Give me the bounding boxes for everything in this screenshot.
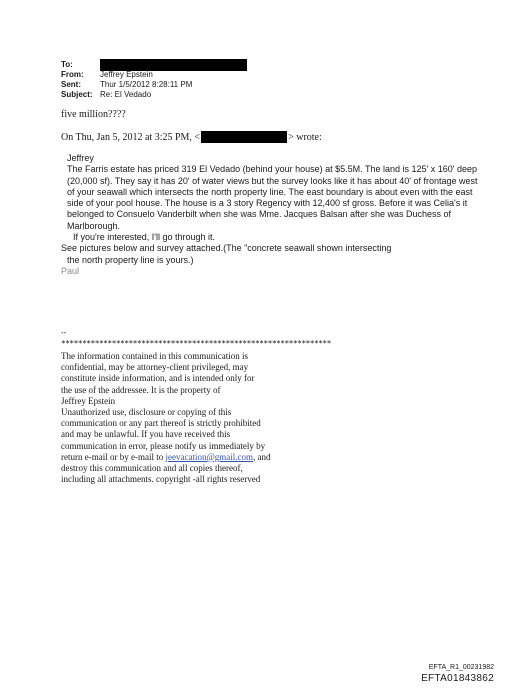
sent-value: Thur 1/5/2012 8:28:11 PM	[100, 80, 193, 89]
disclaimer-line: The information contained in this communication is	[61, 351, 248, 361]
document-id: EFTA_R1_00231982	[428, 664, 494, 671]
bates-number: EFTA01843862	[421, 673, 494, 684]
quote-intro-suffix: > wrote:	[288, 131, 322, 143]
separator-dashes: --	[61, 328, 67, 337]
disclaimer-line: Unauthorized use, disclosure or copying of this	[61, 407, 232, 418]
from-row	[61, 70, 247, 80]
disclaimer-line: Jeffrey Epstein	[61, 395, 116, 406]
email-header	[61, 60, 247, 100]
subject-label: Subject:	[61, 90, 93, 99]
reply-text: five million????	[61, 109, 126, 120]
disclaimer-line: constitute inside information, and is intended only for	[61, 373, 255, 384]
from-label: From:	[61, 70, 84, 79]
subject-value: Re: El Vedado	[100, 90, 152, 99]
quoted-see-line-2: the north property line is yours.)	[67, 254, 194, 265]
disclaimer-line: confidential, may be attorney-client privileged, may	[61, 362, 249, 373]
quoted-interested: If you're interested, I'll go through it.	[73, 232, 216, 243]
disclaimer-line: destroy this communication and all copies thereof,	[61, 463, 243, 474]
quoted-signature: Paul	[61, 265, 80, 276]
from-value: Jeffrey Epstein	[100, 70, 153, 79]
quoted-paragraph: The Farris estate has priced 319 El Vedado (behind your house) at $5.5M. The land is 125' x 160' deep (20,000 sf). They say it has 20' of water views but the survey looks like it has about 40' of frontage west of your seawall which intersects the north property line. The east boundary is about even with the east side of your pool house. The house is a 3 story Regency with 12,400 sf gross. Before it was Celia's it belonged to Consuelo Vanderbilt when she was Mme. Jacques Balsan after she was Duchess of Marlborough.	[67, 164, 478, 231]
quote-intro	[61, 131, 322, 143]
email-line-suffix: , and	[252, 451, 271, 462]
disclaimer-line: communication or any part thereof is strictly prohibited	[61, 418, 261, 429]
disclaimer	[61, 351, 301, 485]
to-row	[61, 60, 247, 70]
redaction-bar	[201, 131, 287, 143]
disclaimer-line: communication in error, please notify us immediately by	[61, 440, 266, 451]
disclaimer-line: the use of the addressee. It is the property of	[61, 384, 221, 395]
quoted-greeting: Jeffrey	[67, 153, 94, 163]
email-line-prefix: return e-mail or by e-mail to	[61, 451, 166, 462]
subject-row	[61, 90, 247, 100]
email-link[interactable]: jeevacation@gmail.com	[165, 451, 253, 462]
separator-stars: ****************************************************************	[61, 339, 331, 348]
quoted-message	[61, 153, 487, 277]
disclaimer-line: and may be unlawful. If you have received this	[61, 429, 231, 440]
sent-label: Sent:	[61, 80, 81, 89]
quoted-see-line: See pictures below and survey attached.(The "concrete seawall shown intersecting	[61, 243, 392, 254]
sent-row	[61, 80, 247, 90]
quote-intro-prefix: On Thu, Jan 5, 2012 at 3:25 PM, <	[61, 131, 201, 143]
disclaimer-email-line	[61, 452, 301, 463]
disclaimer-line: including all attachments. copyright -all rights reserved	[61, 474, 261, 485]
to-label: To:	[61, 60, 73, 69]
